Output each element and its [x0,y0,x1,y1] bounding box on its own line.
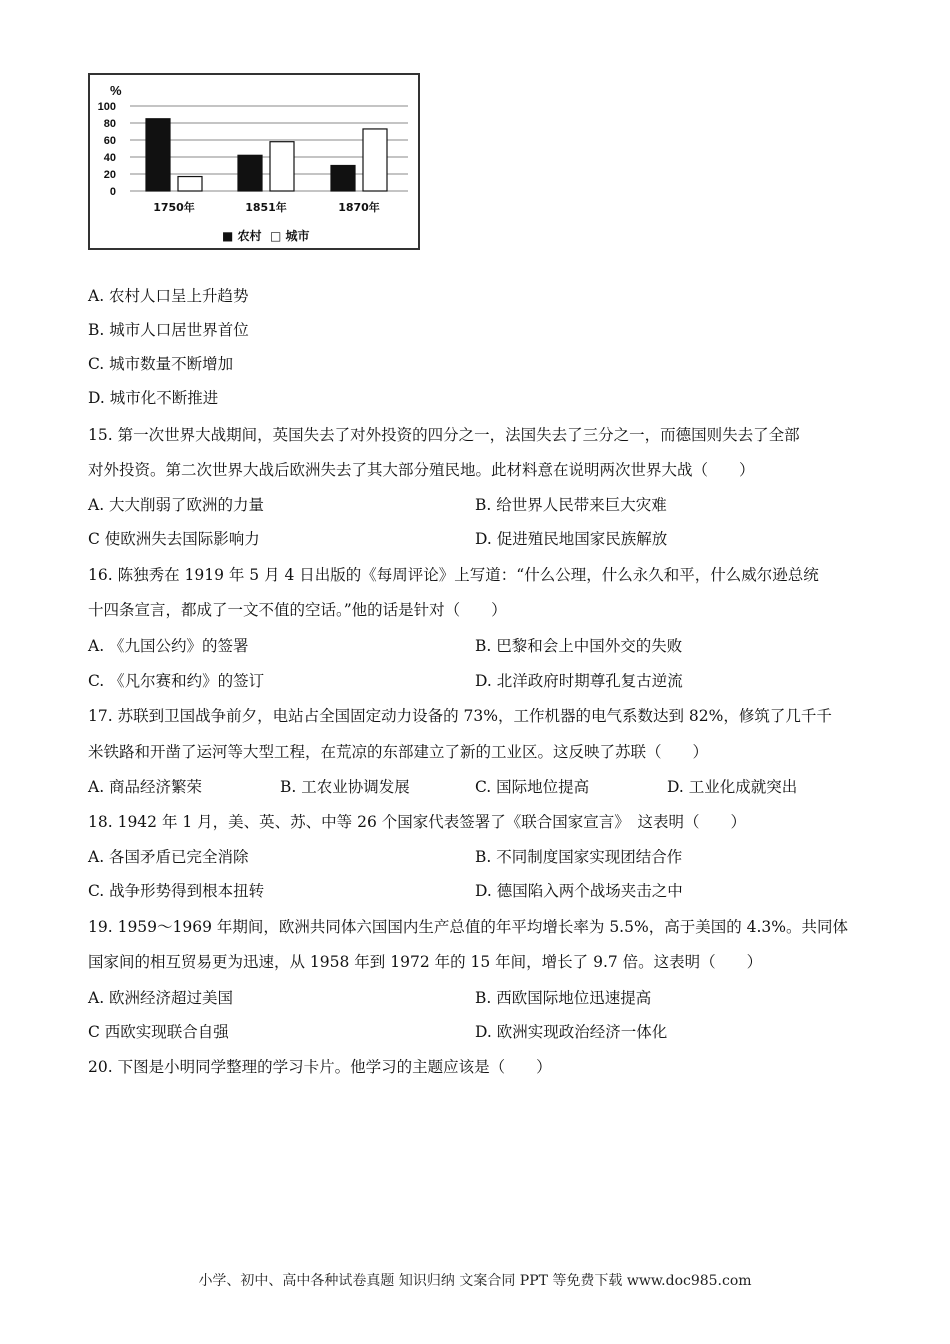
q19-option-c: C 西欧实现联合自强 [88,1023,229,1041]
q14-option-a: A. 农村人口呈上升趋势 [88,287,249,305]
q19-stem-line1: 19. 1959～1969 年期间，欧洲共同体六国国内生产总值的年平均增长率为 5.5%，高于美国的 4.3%。共同体 [88,918,849,936]
q16-option-d: D. 北洋政府时期尊孔复古逆流 [475,672,683,690]
q16-stem-line1: 16. 陈独秀在 1919 年 5 月 4 日出版的《每周评论》上写道：“什么公理，什么永久和平，什么威尔逊总统 [88,566,819,584]
q14-option-c: C. 城市数量不断增加 [88,355,234,373]
q20-stem-line1: 20. 下图是小明同学整理的学习卡片。他学习的主题应该是（ ） [88,1058,552,1076]
q18-option-d: D. 德国陷入两个战场夹击之中 [475,882,683,900]
q16-option-c: C. 《凡尔赛和约》的签订 [88,672,265,690]
q17-option-a: A. 商品经济繁荣 [88,778,203,796]
q17-option-c: C. 国际地位提高 [475,778,590,796]
bar-urban [178,177,202,191]
y-tick-label: 40 [103,152,116,164]
bar-rural [146,119,170,191]
q17-stem-line1: 17. 苏联到卫国战争前夕，电站占全国固定动力设备的 73%，工作机器的电气系数达到 82%，修筑了几千千 [88,707,832,725]
q19-option-d: D. 欧洲实现政治经济一体化 [475,1023,668,1041]
q15-option-b: B. 给世界人民带来巨大灾难 [475,496,667,514]
q16-option-b: B. 巴黎和会上中国外交的失败 [475,637,683,655]
y-tick-label: 80 [103,118,116,130]
q17-option-b: B. 工农业协调发展 [280,778,410,796]
x-category-label: 1870年 [338,201,380,214]
q15-option-a: A. 大大削弱了欧洲的力量 [88,496,265,514]
q15-stem-line1: 15. 第一次世界大战期间，英国失去了对外投资的四分之一，法国失去了三分之一，而德国则失去了全部 [88,426,800,444]
q18-option-b: B. 不同制度国家实现团结合作 [475,848,683,866]
bar-rural [331,166,355,192]
legend-rural: ■ 农村 [222,229,262,243]
x-category-label: 1750年 [153,201,195,214]
q19-stem-line2: 国家间的相互贸易更为迅速，从 1958 年到 1972 年的 15 年间，增长了 9.7 倍。这表明（ ） [88,953,763,971]
q17-stem-line2: 米铁路和开凿了运河等大型工程，在荒凉的东部建立了新的工业区。这反映了苏联（ ） [88,743,709,761]
population-bar-chart [88,73,420,250]
q16-option-a: A. 《九国公约》的签署 [88,637,249,655]
x-category-label: 1851年 [245,201,287,214]
q18-option-c: C. 战争形势得到根本扭转 [88,882,265,900]
page-footer: 小学、初中、高中各种试卷真题 知识归纳 文案合同 PPT 等免费下载 www.doc985.com [198,1273,752,1289]
y-unit-label: % [110,83,122,98]
chart-canvas [90,75,420,250]
q15-stem-line2: 对外投资。第二次世界大战后欧洲失去了其大部分殖民地。此材料意在说明两次世界大战（ ） [88,461,755,479]
q14-option-d: D. 城市化不断推进 [88,389,219,407]
y-tick-label: 0 [109,186,116,198]
q18-option-a: A. 各国矛盾已完全消除 [88,848,249,866]
q19-option-a: A. 欧洲经济超过美国 [88,989,234,1007]
bar-rural [238,155,262,191]
y-tick-label: 20 [103,169,116,181]
q18-stem-line1: 18. 1942 年 1 月，美、英、苏、中等 26 个国家代表签署了《联合国家宣言》 这表明（ ） [88,813,746,831]
y-tick-label: 100 [97,101,116,113]
q15-option-d: D. 促进殖民地国家民族解放 [475,530,668,548]
y-tick-label: 60 [103,135,116,147]
bar-urban [363,129,387,191]
q17-option-d: D. 工业化成就突出 [667,778,798,796]
q15-option-c: C 使欧洲失去国际影响力 [88,530,260,548]
q19-option-b: B. 西欧国际地位迅速提高 [475,989,652,1007]
legend-urban: □ 城市 [270,229,310,243]
q16-stem-line2: 十四条宣言，都成了一文不值的空话。”他的话是针对（ ） [88,601,507,619]
bar-urban [270,142,294,191]
q14-option-b: B. 城市人口居世界首位 [88,321,249,339]
